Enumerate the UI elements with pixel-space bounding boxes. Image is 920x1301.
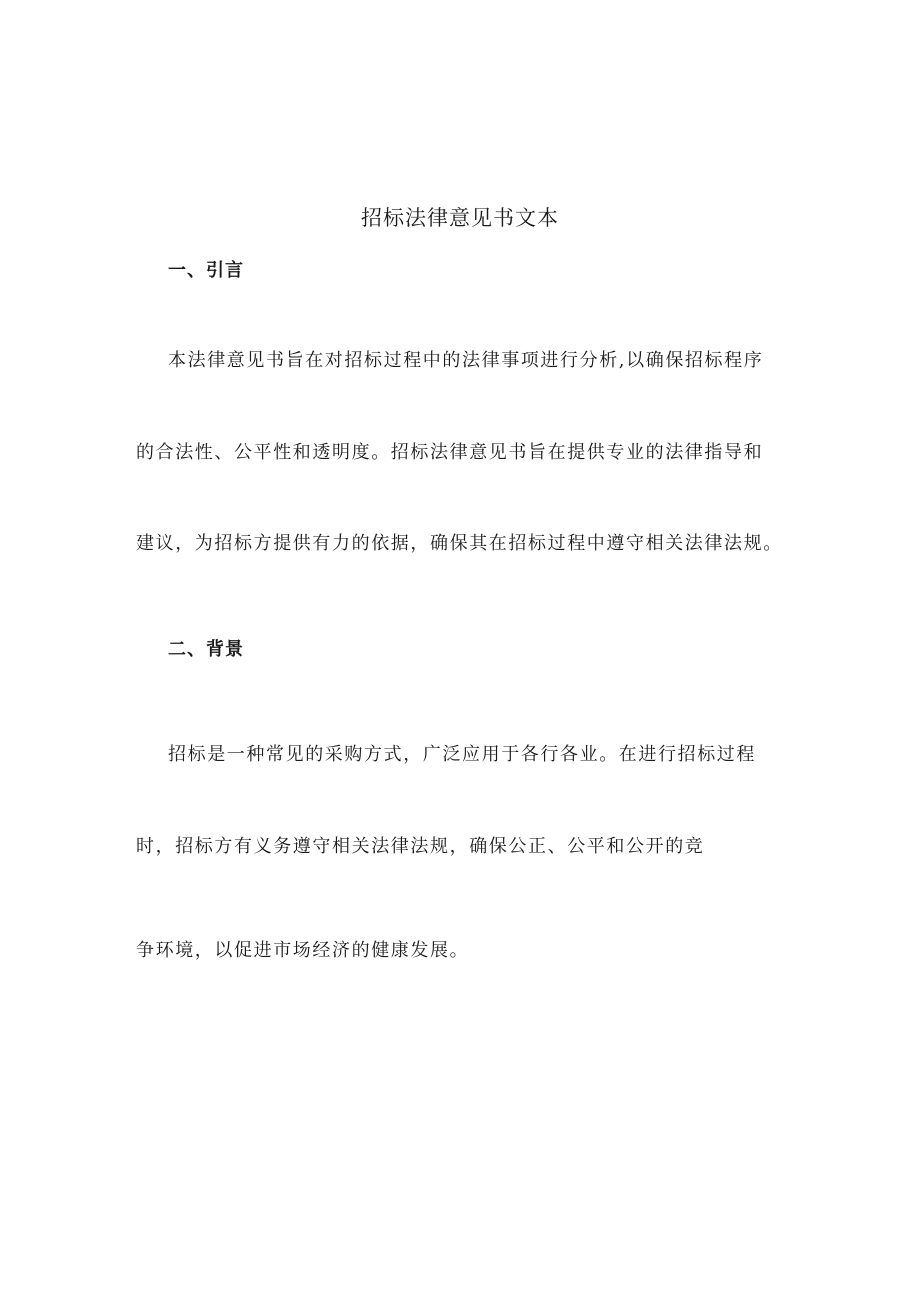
- section-heading-background: 二、背景: [168, 639, 244, 660]
- section-heading-introduction: 一、引言: [168, 260, 244, 281]
- paragraph-line: 的合法性、公平性和透明度。招标法律意见书旨在提供专业的法律指导和: [136, 442, 764, 463]
- paragraph-line: 时，招标方有义务遵守相关法律法规，确保公正、公平和公开的竞: [136, 836, 705, 857]
- paragraph-line: 争环境，以促进市场经济的健康发展。: [136, 940, 470, 961]
- paragraph-line: 本法律意见书旨在对招标过程中的法律事项进行分析,以确保招标程序: [168, 350, 764, 371]
- paragraph-line: 招标是一种常见的采购方式，广泛应用于各行各业。在进行招标过程: [168, 744, 756, 765]
- document-title: 招标法律意见书文本: [361, 206, 559, 230]
- paragraph-line: 建议，为招标方提供有力的依据，确保其在招标过程中遵守相关法律法规。: [136, 533, 783, 554]
